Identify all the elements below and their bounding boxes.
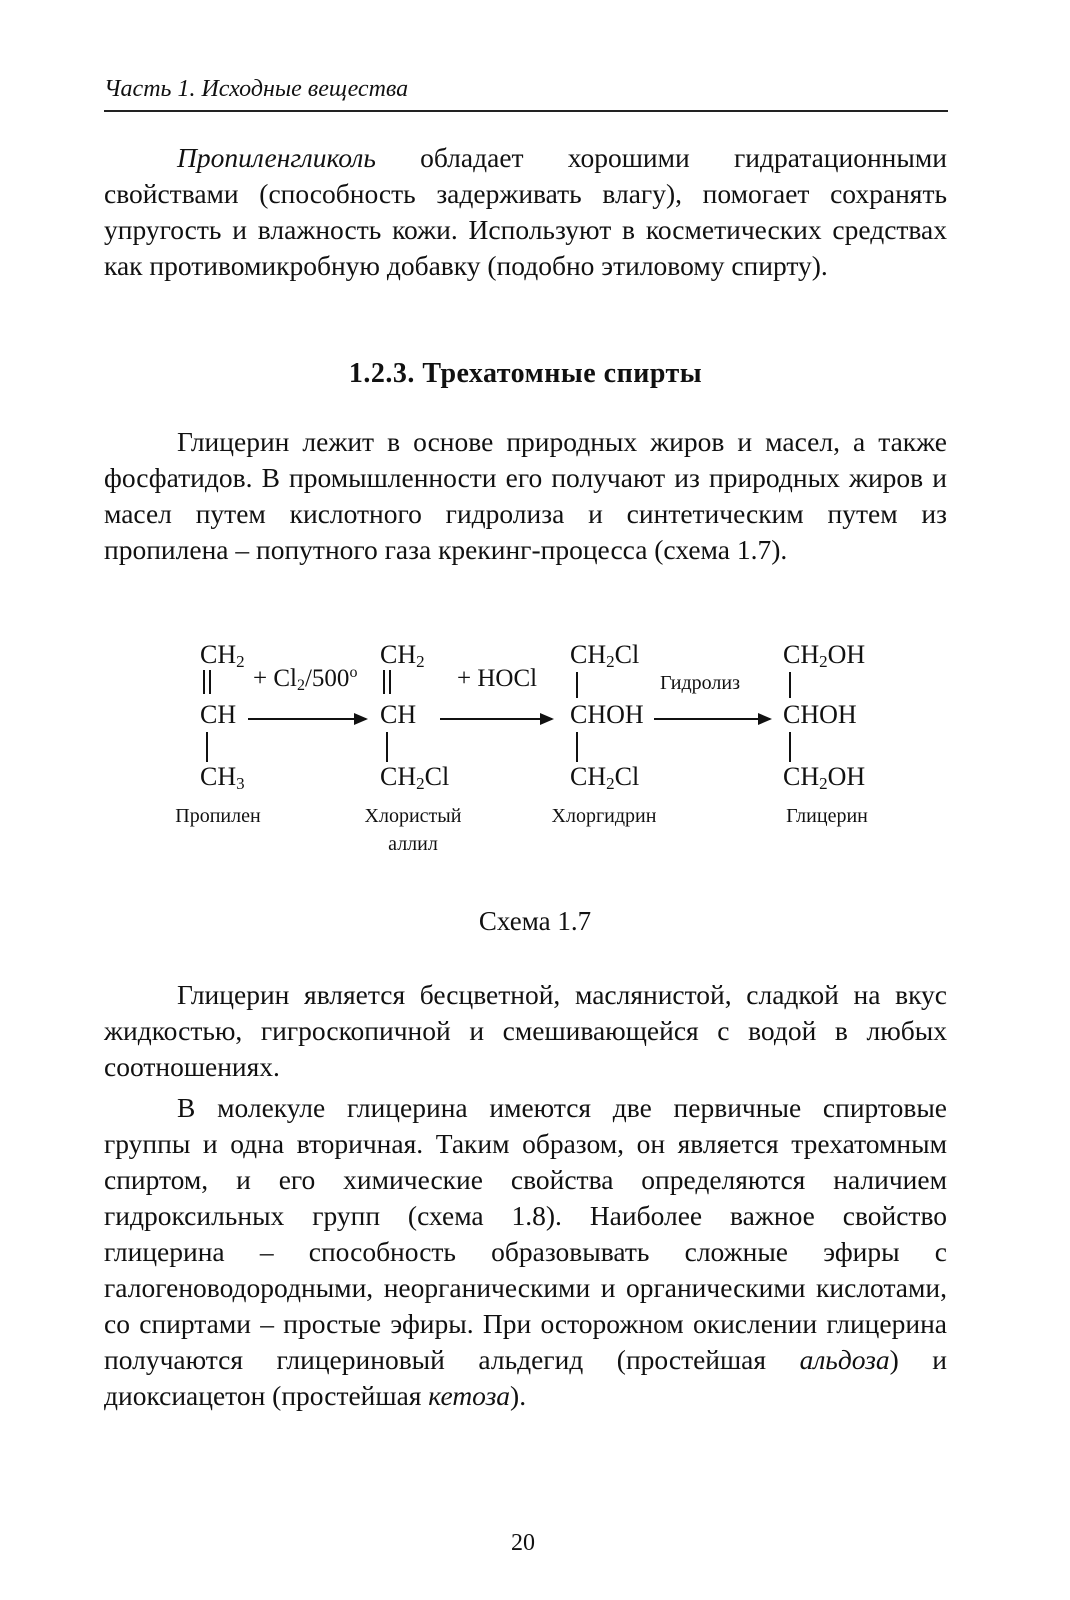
paragraph-text: ) и диоксиацетон (простейшая: [104, 1344, 947, 1411]
formula-ch2oh: $CH_2OH$: [783, 640, 866, 671]
paragraph-glycerin-chemistry: [104, 1090, 947, 1414]
paragraph-text: Глицерин лежит в основе природных жиров и масел, а также фосфатидов. В промышленности его получают из природных жиров и масел путем кислотного гидролиза и синтетическим путем из пропилена – попутного газа крекинг-процесса (схема 1.7).: [104, 426, 947, 565]
double-bond: [203, 670, 211, 694]
italic-term: альдоза: [799, 1344, 890, 1375]
paragraph-text: В молекуле глицерина имеются две первичные спиртовые группы и одна вторичная. Таким образом, он является трехатомным спиртом, и его химические свойства определяются наличием гидроксильных групп (схема 1.8). Наиболее важное свойство глицерина – способность образовывать сложные эфиры с галогеноводородными, неорганическими и органическими кислотами, со спиртами – простые эфиры. При осторожном окислении глицерина получаются глицериновый альдегид (простейшая: [104, 1092, 947, 1375]
reaction-arrow-2: [440, 718, 552, 720]
single-bond: [386, 732, 388, 762]
paragraph-propylene-glycol: [104, 140, 947, 284]
compound-name-propylene: Пропилен: [175, 805, 261, 827]
section-heading: 1.2.3. Трехатомные спирты: [348, 358, 703, 389]
running-head: Часть 1. Исходные вещества: [104, 76, 409, 102]
compound-name-chlorohydrin: Хлоргидрин: [551, 805, 657, 827]
formula-ch2oh: $CH_2OH$: [783, 762, 866, 793]
reaction-scheme: [150, 640, 910, 870]
compound-name-glycerin: Глицерин: [786, 805, 868, 827]
paragraph-text: Глицерин является бесцветной, маслянистой, сладкой на вкус жидкостью, гигроскопичной и смешивающейся с водой в любых соотношениях.: [104, 979, 947, 1082]
paragraph-glycerin-properties: [104, 977, 947, 1085]
formula-choh: CHOH: [570, 700, 644, 729]
formula-ch2: $CH_2$: [380, 640, 425, 671]
page-number: 20: [511, 1530, 535, 1556]
formula-ch: CH: [200, 700, 237, 729]
reagent-hocl: + HOCl: [457, 665, 538, 692]
paragraph-text: ).: [510, 1380, 527, 1411]
scheme-title: Схема 1.7: [478, 906, 592, 936]
compound-name-allyl-chloride: Хлористый аллил: [364, 805, 462, 855]
italic-term: кетоза: [428, 1380, 511, 1411]
italic-term: Пропиленгликоль: [177, 142, 376, 173]
formula-ch2: $CH_2$: [200, 640, 245, 671]
formula-ch3: $CH_3$: [200, 762, 245, 793]
paragraph-text: обладает хорошими гидратационными свойствами (способность задерживать влагу), помогает сохранять упругость и влажность кожи. Используют в косметических средствах как противомикробную добавку (подобно этиловому спирту).: [104, 142, 947, 281]
formula-ch2cl: $CH_2Cl$: [570, 640, 640, 671]
single-bond: [789, 732, 791, 762]
reagent-hydrolysis: Гидролиз: [660, 672, 740, 694]
single-bond: [789, 672, 791, 698]
formula-ch2cl: $CH_2Cl$: [570, 762, 640, 793]
double-bond: [383, 670, 391, 694]
single-bond: [576, 672, 578, 698]
formula-ch: CH: [380, 700, 417, 729]
reaction-arrow-3: [654, 718, 770, 720]
single-bond: [206, 732, 208, 762]
single-bond: [576, 732, 578, 762]
header-rule: [104, 110, 948, 112]
formula-ch2cl: $CH_2Cl$: [380, 762, 450, 793]
reaction-arrow-1: [248, 718, 366, 720]
reagent-chlorine: + $Cl_2/500^o$: [253, 664, 358, 694]
formula-choh: CHOH: [783, 700, 857, 729]
paragraph-glycerin-intro: [104, 424, 947, 568]
